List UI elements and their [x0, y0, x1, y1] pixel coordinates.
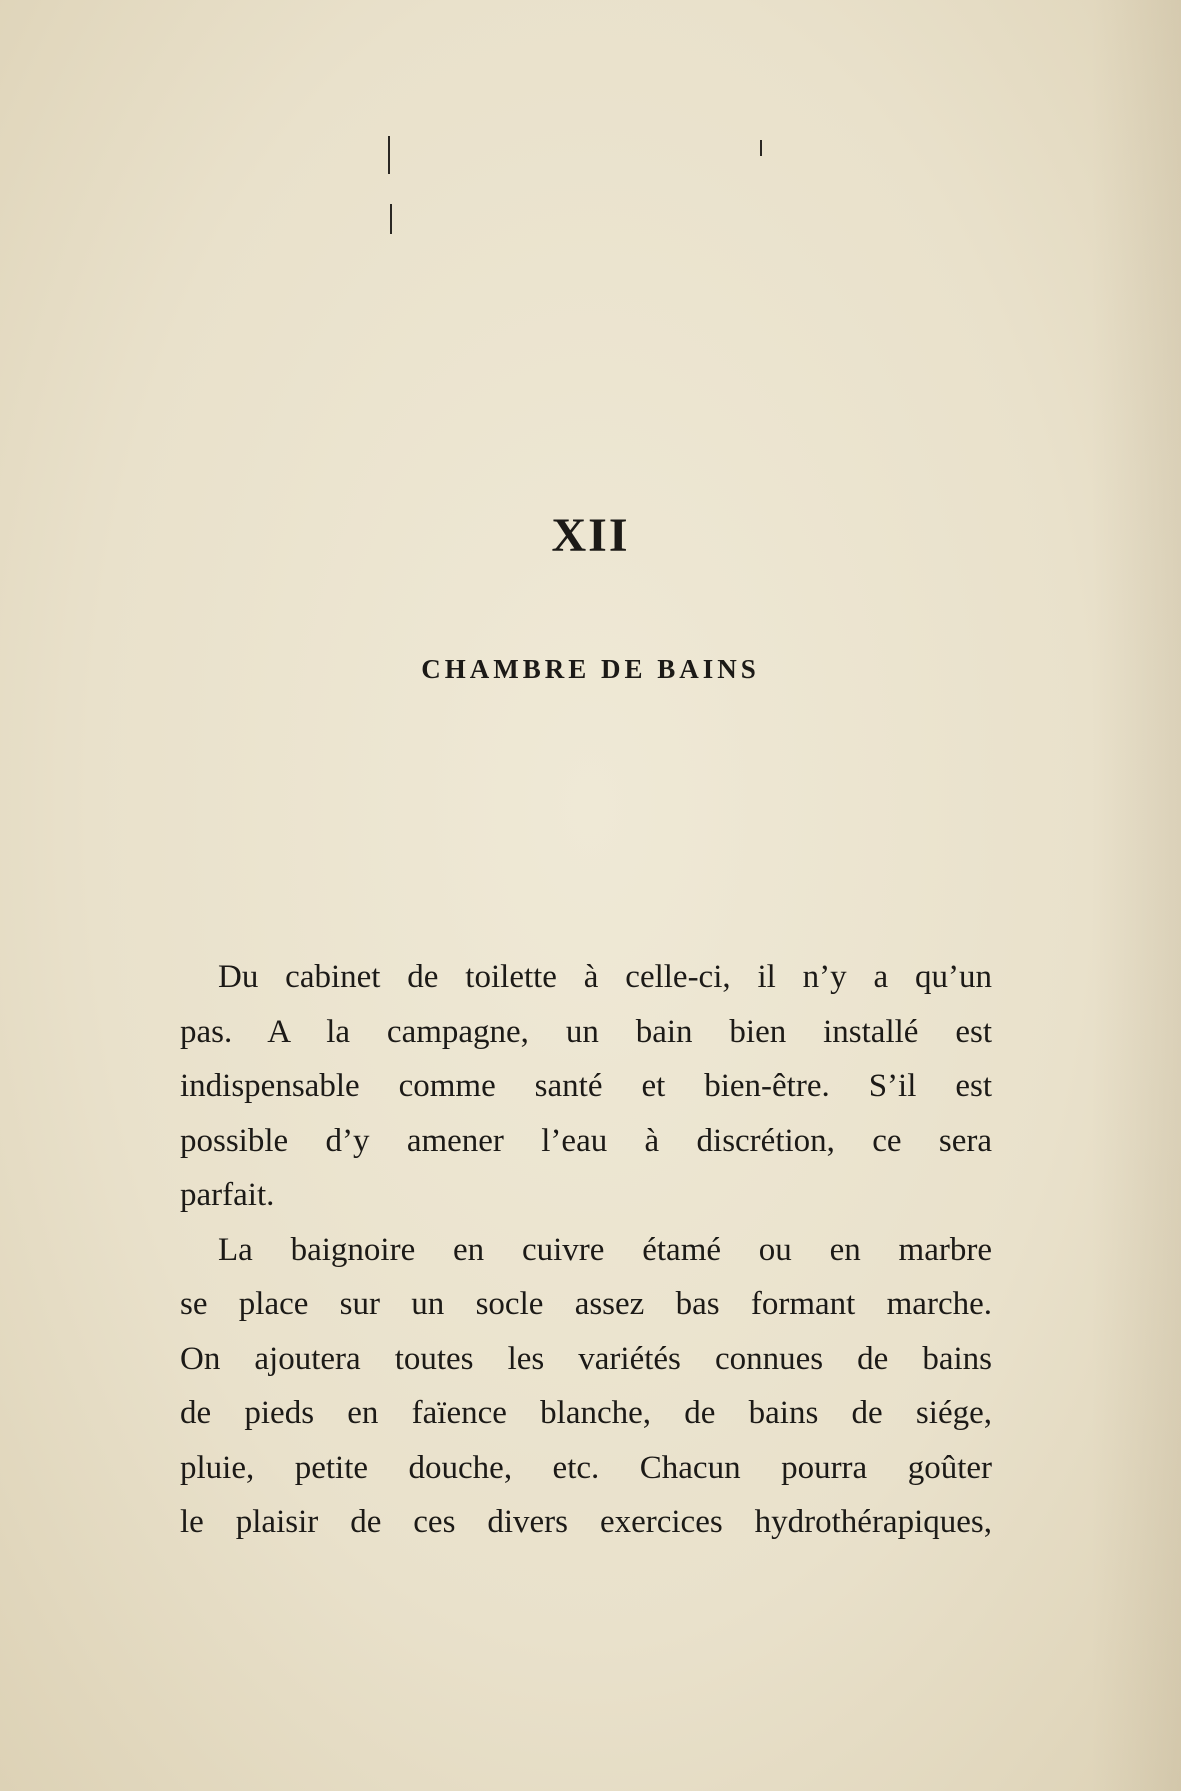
text-line: possible d’y amener l’eau à discrétion, ce sera [180, 1122, 992, 1159]
text-line: indispensable comme santé et bien-être. S’il est [180, 1068, 992, 1104]
text-line: parfait. [180, 1177, 275, 1213]
text-line: On ajoutera toutes les variétés connues de bains [180, 1340, 992, 1377]
text-line: se place sur un socle assez bas formant marche. [180, 1286, 992, 1322]
paragraph [180, 1223, 992, 1550]
text-line: La baignoire en cuivre étamé ou en marbre [218, 1231, 992, 1268]
print-mark [388, 136, 390, 174]
print-mark [390, 204, 392, 234]
text-line: pas. A la campagne, un bain bien installé est [180, 1013, 992, 1050]
text-line: Du cabinet de toilette à celle-ci, il n’y a qu’un [218, 959, 992, 995]
chapter-body [180, 950, 992, 1550]
paragraph [180, 950, 992, 1223]
text-line: pluie, petite douche, etc. Chacun pourra goûter [180, 1449, 992, 1486]
text-line: le plaisir de ces divers exercices hydrothérapiques, [180, 1504, 992, 1540]
page-edge-shadow [1091, 0, 1181, 1791]
chapter-title: CHAMBRE DE BAINS [421, 654, 760, 684]
print-mark [760, 140, 762, 156]
text-line: de pieds en faïence blanche, de bains de siége, [180, 1395, 992, 1431]
chapter-number: XII [551, 509, 630, 562]
